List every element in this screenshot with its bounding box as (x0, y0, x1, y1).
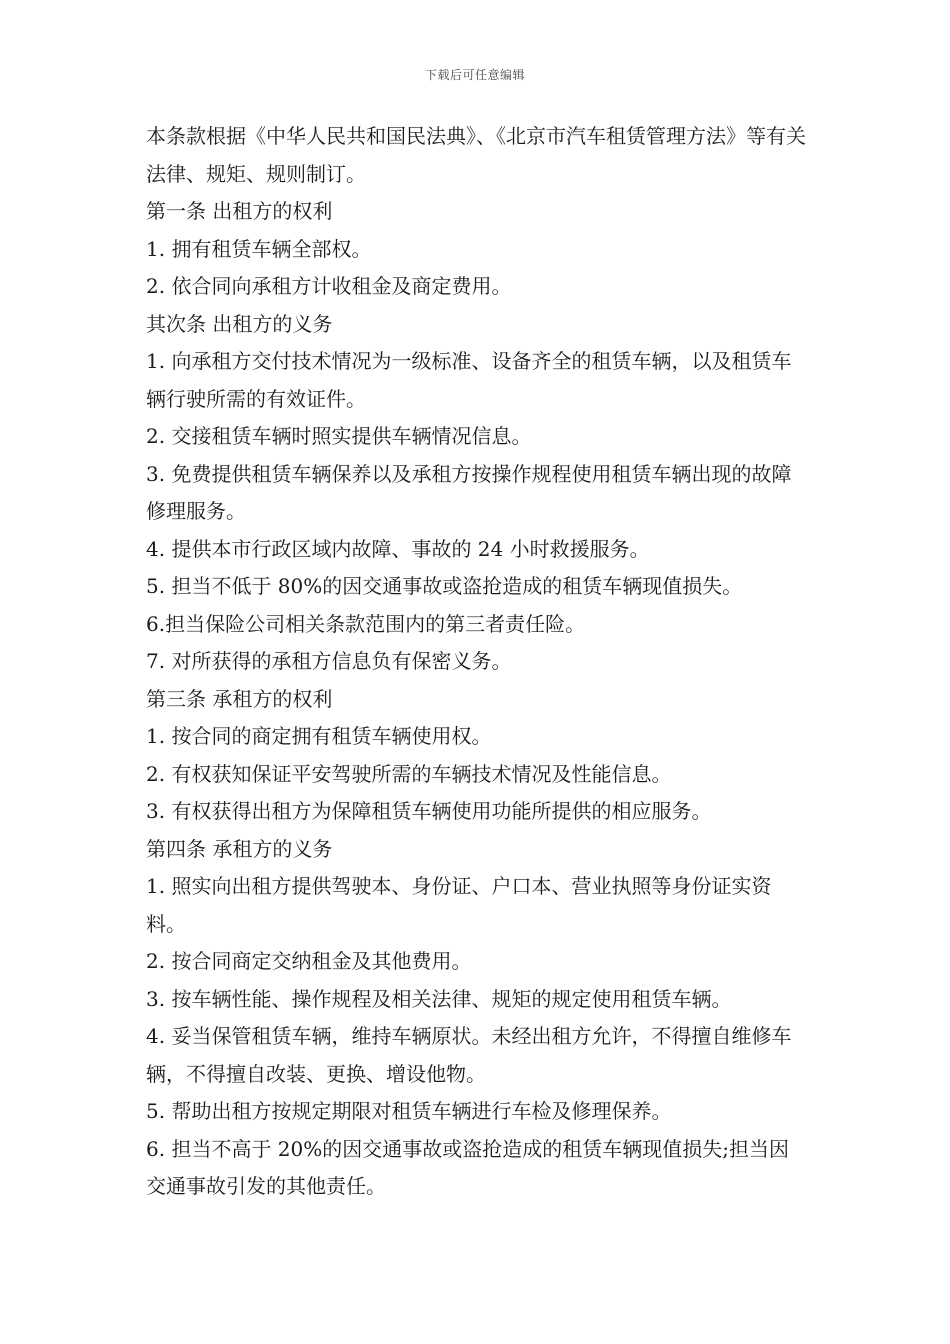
section-2-title: 其次条 出租方的义务 (146, 311, 333, 336)
section-4-item: 3. 按车辆性能、操作规程及相关法律、规矩的规定使用租赁车辆。 (146, 986, 732, 1011)
header-note: 下载后可任意编辑 (424, 68, 525, 82)
section-2-item: 5. 担当不低于 80%的因交通事故或盗抢造成的租赁车辆现值损失。 (146, 574, 743, 598)
intro-paragraph: 本条款根据《中华人民共和国民法典》、《北京市汽车租赁管理方法》等有关法律、规矩、规则制订。 (146, 124, 806, 186)
section-4-item: 1. 照实向出租方提供驾驶本、身份证、户口本、营业执照等身份证实资料。 (146, 874, 772, 936)
section-2-item: 1. 向承租方交付技术情况为一级标准、设备齐全的租赁车辆，以及租赁车辆行驶所需的有效证件。 (146, 349, 792, 411)
section-3-item: 2. 有权获知保证平安驾驶所需的车辆技术情况及性能信息。 (146, 761, 672, 786)
section-2-item: 2. 交接租赁车辆时照实提供车辆情况信息。 (146, 424, 532, 448)
section-1-title: 第一条 出租方的权利 (146, 199, 333, 223)
section-2-item: 7. 对所获得的承租方信息负有保密义务。 (146, 649, 512, 673)
section-1-item: 1. 拥有租赁车辆全部权。 (146, 236, 372, 261)
section-2-item: 3. 免费提供租赁车辆保养以及承租方按操作规程使用租赁车辆出现的故障修理服务。 (146, 461, 792, 523)
document-body (146, 118, 808, 1206)
section-3-title: 第三条 承租方的权利 (146, 686, 333, 711)
section-4-item: 6. 担当不高于 20%的因交通事故或盗抢造成的租赁车辆现值损失;担当因交通事故引发的其他责任。 (146, 1136, 789, 1198)
section-4-item: 2. 按合同商定交纳租金及其他费用。 (146, 949, 472, 973)
section-3-item: 1. 按合同的商定拥有租赁车辆使用权。 (146, 724, 492, 748)
section-2-item: 4. 提供本市行政区域内故障、事故的 24 小时救援服务。 (146, 536, 650, 561)
section-1-item: 2. 依合同向承租方计收租金及商定费用。 (146, 274, 512, 298)
section-3-item: 3. 有权获得出租方为保障租赁车辆使用功能所提供的相应服务。 (146, 799, 712, 823)
section-4-item: 5. 帮助出租方按规定期限对租赁车辆进行车检及修理保养。 (146, 1099, 672, 1123)
section-4-title: 第四条 承租方的义务 (146, 836, 333, 861)
section-4-item: 4. 妥当保管租赁车辆，维持车辆原状。未经出租方允许，不得擅自维修车辆，不得擅自改装、更换、增设他物。 (146, 1024, 792, 1086)
section-2-item: 6.担当保险公司相关条款范围内的第三者责任险。 (146, 611, 586, 636)
